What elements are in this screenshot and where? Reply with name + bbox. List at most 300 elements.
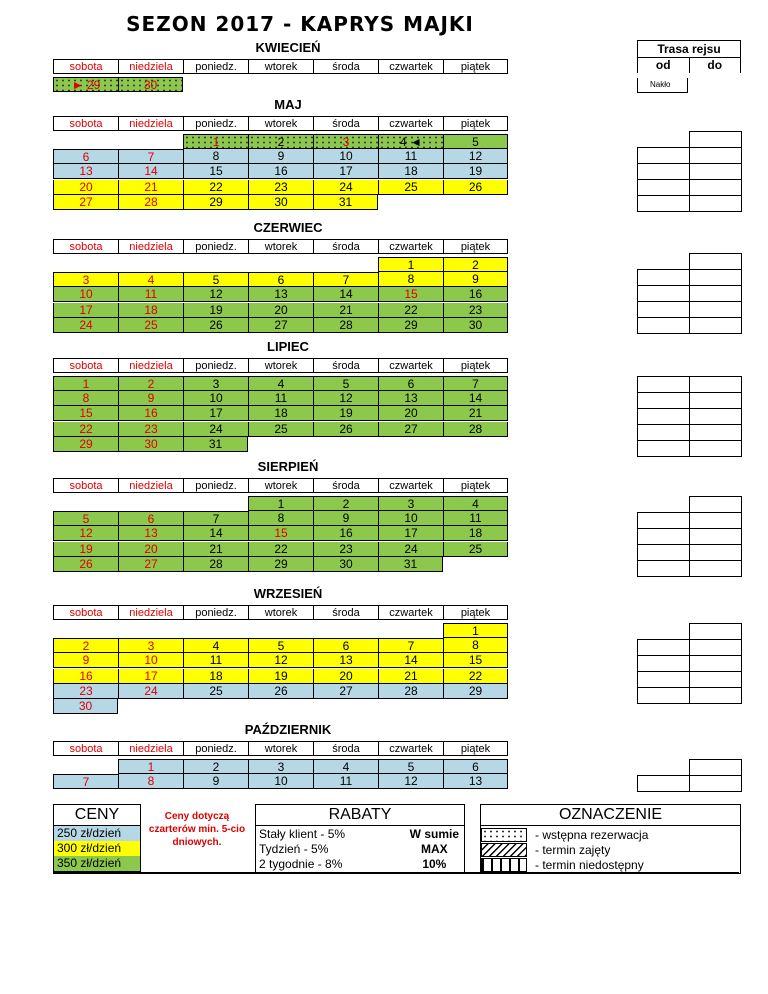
day-cell[interactable]: 30 [118, 77, 183, 92]
day-cell[interactable]: 12 [378, 774, 443, 789]
page-title: SEZON 2017 - KAPRYS MAJKI [126, 12, 474, 36]
weekday-header: wtorek [248, 59, 313, 74]
weekday-header: wtorek [248, 478, 313, 493]
day-cell[interactable]: 1 [118, 759, 183, 774]
day-cell[interactable]: 2 [118, 376, 183, 391]
day-cell[interactable]: 11 [183, 653, 248, 668]
month-title: WRZESIEŃ [253, 586, 323, 601]
route-to-cell[interactable] [690, 148, 742, 164]
route-to-cell[interactable] [690, 409, 742, 425]
route-to-cell[interactable] [690, 164, 742, 180]
empty-cell [378, 699, 443, 714]
route-to-cell[interactable] [690, 672, 742, 688]
day-cell[interactable]: 27 [53, 195, 118, 210]
route-to-cell[interactable] [690, 377, 742, 393]
day-cell[interactable]: 1 [443, 623, 508, 638]
route-from-cell[interactable] [638, 270, 690, 286]
legend-box [480, 804, 741, 874]
day-cell[interactable]: 29 [378, 318, 443, 333]
weekday-header-row [53, 605, 508, 620]
day-cell[interactable]: 9 [313, 511, 378, 526]
route-from-cell[interactable] [638, 688, 690, 704]
route-to-cell[interactable] [690, 441, 742, 457]
route-from-cell[interactable] [638, 180, 690, 196]
day-cell[interactable]: 18 [443, 526, 508, 541]
day-cell[interactable]: 28 [378, 684, 443, 699]
route-from-cell[interactable] [638, 393, 690, 409]
day-cell[interactable]: 6 [53, 149, 118, 164]
day-cell[interactable]: 29 [53, 437, 118, 452]
day-cell[interactable]: 19 [313, 406, 378, 421]
empty-cell [248, 623, 313, 638]
day-cell[interactable]: 17 [183, 406, 248, 421]
day-cell[interactable]: 21 [118, 180, 183, 195]
day-cell[interactable]: 4 [443, 496, 508, 511]
route-from-cell[interactable] [638, 656, 690, 672]
day-cell[interactable]: 22 [443, 669, 508, 684]
day-cell[interactable]: 20 [313, 669, 378, 684]
day-cell[interactable]: 3 [183, 376, 248, 391]
route-to-cell[interactable] [690, 270, 742, 286]
day-cell[interactable]: 12 [183, 287, 248, 302]
day-cell[interactable]: 30 [53, 699, 118, 714]
weekday-header-row [53, 116, 508, 131]
day-cell[interactable]: 5 [378, 759, 443, 774]
day-cell[interactable]: 21 [183, 542, 248, 557]
day-cell[interactable]: 9 [183, 774, 248, 789]
route-from-cell[interactable] [638, 425, 690, 441]
day-cell[interactable]: 18 [248, 406, 313, 421]
day-cell[interactable]: 14 [183, 526, 248, 541]
empty-cell [53, 134, 118, 149]
prices-note: Ceny dotyczą czarterów min. 5-cio dniowych. [148, 811, 246, 848]
day-cell[interactable]: 23 [118, 422, 183, 437]
route-to-cell[interactable] [690, 425, 742, 441]
legend-item [481, 827, 648, 842]
week-row [53, 699, 508, 714]
week-row [53, 774, 508, 789]
day-cell[interactable]: 3 [248, 759, 313, 774]
route-to-cell[interactable] [690, 132, 742, 148]
route-to-cell[interactable] [690, 286, 742, 302]
route-to-cell[interactable] [690, 656, 742, 672]
day-cell[interactable]: 21 [443, 406, 508, 421]
day-cell[interactable]: 4 ◄ [378, 134, 443, 149]
week-row [53, 391, 508, 406]
day-cell[interactable]: 25 [183, 684, 248, 699]
day-cell[interactable]: 21 [378, 669, 443, 684]
day-cell[interactable]: 30 [313, 557, 378, 572]
route-from-cell[interactable] [638, 513, 690, 529]
day-cell[interactable]: 16 [53, 669, 118, 684]
week-row [53, 684, 508, 699]
day-cell[interactable]: 26 [443, 180, 508, 195]
weekday-header: wtorek [248, 239, 313, 254]
day-cell[interactable]: 14 [118, 164, 183, 179]
day-cell[interactable]: 30 [248, 195, 313, 210]
week-row [53, 653, 508, 668]
day-cell[interactable]: 2 [313, 496, 378, 511]
route-to-cell[interactable] [690, 688, 742, 704]
day-cell[interactable]: 6 [378, 376, 443, 391]
day-cell[interactable]: 27 [118, 557, 183, 572]
route-from-cell[interactable] [638, 776, 690, 792]
route-from-cell[interactable] [638, 561, 690, 577]
week-row [53, 759, 508, 774]
day-cell[interactable]: ► 29 [53, 77, 118, 92]
day-cell[interactable]: 26 [53, 557, 118, 572]
route-from-cell[interactable] [638, 640, 690, 656]
weekday-header: poniedz. [183, 116, 248, 131]
prices-title: CENY [54, 805, 140, 826]
day-cell[interactable]: 10 [378, 511, 443, 526]
day-cell[interactable]: 15 [183, 164, 248, 179]
day-cell[interactable]: 12 [313, 391, 378, 406]
day-cell[interactable]: 19 [443, 164, 508, 179]
day-cell[interactable]: 28 [183, 557, 248, 572]
empty-cell [443, 699, 508, 714]
route-to-cell[interactable] [690, 545, 742, 561]
day-cell[interactable]: 11 [443, 511, 508, 526]
week-row [53, 195, 508, 210]
day-cell[interactable]: 14 [313, 287, 378, 302]
day-cell[interactable]: 13 [53, 164, 118, 179]
day-cell[interactable]: 30 [443, 318, 508, 333]
day-cell[interactable]: 13 [118, 526, 183, 541]
legend-item [481, 857, 644, 872]
route-from-cell[interactable] [638, 441, 690, 457]
day-cell[interactable]: 23 [313, 542, 378, 557]
empty-cell [183, 623, 248, 638]
route-to-cell[interactable] [690, 497, 742, 513]
day-cell[interactable]: 15 [53, 406, 118, 421]
day-cell[interactable]: 6 [118, 511, 183, 526]
day-cell[interactable]: 5 [248, 638, 313, 653]
day-cell[interactable]: 9 [443, 272, 508, 287]
day-cell[interactable]: 5 [443, 134, 508, 149]
day-cell[interactable]: 13 [443, 774, 508, 789]
route-from-cell[interactable] [638, 318, 690, 334]
day-cell[interactable]: 2 [443, 257, 508, 272]
empty-cell [53, 257, 118, 272]
day-cell[interactable]: 8 [443, 638, 508, 653]
day-cell[interactable]: 17 [53, 303, 118, 318]
day-cell[interactable]: 18 [118, 303, 183, 318]
day-cell[interactable]: 18 [378, 164, 443, 179]
month-title: CZERWIEC [253, 220, 323, 235]
day-cell[interactable]: 21 [313, 303, 378, 318]
empty-cell [118, 623, 183, 638]
weekday-header: czwartek [378, 116, 443, 131]
route-from-cell[interactable] [638, 497, 690, 513]
day-cell[interactable]: 31 [183, 437, 248, 452]
day-cell[interactable]: 22 [53, 422, 118, 437]
day-cell[interactable]: 27 [378, 422, 443, 437]
day-cell[interactable]: 28 [313, 318, 378, 333]
day-cell[interactable]: 19 [248, 669, 313, 684]
week-row [53, 77, 508, 92]
day-cell[interactable]: 14 [443, 391, 508, 406]
route-to-cell[interactable] [690, 529, 742, 545]
weekday-header: piątek [443, 478, 508, 493]
empty-cell [183, 699, 248, 714]
day-cell[interactable]: 17 [313, 164, 378, 179]
day-cell[interactable]: 7 [53, 774, 118, 789]
day-cell[interactable]: 28 [118, 195, 183, 210]
route-from-cell[interactable] [638, 164, 690, 180]
route-from-cell[interactable] [638, 672, 690, 688]
day-cell[interactable]: 8 [183, 149, 248, 164]
day-cell[interactable]: 24 [183, 422, 248, 437]
day-cell[interactable]: 1 [53, 376, 118, 391]
weekday-header: czwartek [378, 358, 443, 373]
weekday-header: sobota [53, 239, 118, 254]
route-to-cell[interactable] [690, 302, 742, 318]
week-row [53, 272, 508, 287]
day-cell[interactable]: 10 [183, 391, 248, 406]
route-to-cell[interactable] [690, 760, 742, 776]
empty-cell [378, 623, 443, 638]
day-cell[interactable]: 3 [378, 496, 443, 511]
day-cell[interactable]: 10 [313, 149, 378, 164]
day-cell[interactable]: 24 [378, 542, 443, 557]
day-cell[interactable]: 24 [53, 318, 118, 333]
day-cell[interactable]: 20 [118, 542, 183, 557]
day-cell[interactable]: 7 [118, 149, 183, 164]
day-cell[interactable]: 30 [118, 437, 183, 452]
day-cell[interactable]: 20 [53, 180, 118, 195]
day-cell[interactable]: 3 [53, 272, 118, 287]
route-to-cell[interactable] [690, 318, 742, 334]
day-cell[interactable]: 12 [443, 149, 508, 164]
route-from-cell[interactable] [638, 760, 690, 776]
route-from-cell[interactable] [638, 196, 690, 212]
day-cell[interactable]: 22 [183, 180, 248, 195]
day-cell[interactable]: 15 [248, 526, 313, 541]
route-from-cell[interactable] [638, 254, 690, 270]
weekday-header: środa [313, 741, 378, 756]
weekday-header: poniedz. [183, 239, 248, 254]
day-cell[interactable]: 8 [118, 774, 183, 789]
day-cell[interactable]: 12 [248, 653, 313, 668]
day-cell[interactable]: 23 [443, 303, 508, 318]
route-from-cell[interactable] [638, 409, 690, 425]
day-cell[interactable]: 24 [118, 684, 183, 699]
route-to-cell[interactable] [690, 180, 742, 196]
empty-cell [378, 77, 443, 92]
day-cell[interactable]: 26 [248, 684, 313, 699]
empty-cell [118, 496, 183, 511]
day-cell[interactable]: 16 [118, 406, 183, 421]
weekday-header: sobota [53, 741, 118, 756]
weekday-header: czwartek [378, 478, 443, 493]
day-cell[interactable]: 10 [118, 653, 183, 668]
route-to-cell[interactable] [690, 254, 742, 270]
week-row [53, 669, 508, 684]
day-cell[interactable]: 11 [118, 287, 183, 302]
day-cell[interactable]: 4 [118, 272, 183, 287]
day-cell[interactable]: 13 [313, 653, 378, 668]
day-cell[interactable]: 12 [53, 526, 118, 541]
day-cell[interactable]: 26 [313, 422, 378, 437]
route-to-cell[interactable] [690, 196, 742, 212]
day-cell[interactable]: 20 [248, 303, 313, 318]
weekday-header: sobota [53, 478, 118, 493]
day-cell[interactable]: 22 [248, 542, 313, 557]
day-cell[interactable]: 11 [248, 391, 313, 406]
day-cell[interactable]: 6 [313, 638, 378, 653]
grid-swatch-icon [481, 858, 527, 872]
weekday-header: sobota [53, 116, 118, 131]
empty-cell [443, 557, 508, 572]
day-cell[interactable]: 29 [183, 195, 248, 210]
day-cell[interactable]: 25 [118, 318, 183, 333]
day-cell[interactable]: 5 [313, 376, 378, 391]
day-cell[interactable]: 4 [313, 759, 378, 774]
day-cell[interactable]: 15 [378, 287, 443, 302]
day-cell[interactable]: 24 [313, 180, 378, 195]
day-cell[interactable]: 2 [183, 759, 248, 774]
route-entry-table [637, 131, 742, 212]
weekday-header: piątek [443, 116, 508, 131]
day-cell[interactable]: 16 [443, 287, 508, 302]
route-to-cell[interactable] [690, 561, 742, 577]
week-row [53, 557, 508, 572]
route-from-cell[interactable] [638, 302, 690, 318]
day-cell[interactable]: 3 [118, 638, 183, 653]
day-cell[interactable]: 6 [443, 759, 508, 774]
week-row [53, 303, 508, 318]
route-to-cell[interactable] [690, 513, 742, 529]
day-cell[interactable]: 2 [53, 638, 118, 653]
day-cell[interactable]: 14 [378, 653, 443, 668]
day-cell[interactable]: 22 [378, 303, 443, 318]
day-cell[interactable]: 2 [248, 134, 313, 149]
day-cell[interactable]: 5 [53, 511, 118, 526]
day-cell[interactable]: 25 [378, 180, 443, 195]
empty-cell [183, 496, 248, 511]
day-cell[interactable]: 25 [443, 542, 508, 557]
prices-box [53, 804, 141, 872]
week-row [53, 376, 508, 391]
route-from-cell[interactable] [638, 545, 690, 561]
week-row [53, 638, 508, 653]
route-to-cell[interactable] [690, 776, 742, 792]
day-cell[interactable]: 18 [183, 669, 248, 684]
weekday-header: wtorek [248, 116, 313, 131]
day-cell[interactable]: 7 [183, 511, 248, 526]
discount-summary-line: W sumie [409, 827, 459, 841]
day-cell[interactable]: 27 [248, 318, 313, 333]
day-cell[interactable]: 6 [248, 272, 313, 287]
day-cell[interactable]: 28 [443, 422, 508, 437]
day-cell[interactable]: 17 [118, 669, 183, 684]
route-from-cell[interactable] [638, 286, 690, 302]
route-to-cell[interactable] [690, 624, 742, 640]
day-cell[interactable]: 8 [53, 391, 118, 406]
day-cell[interactable]: 23 [53, 684, 118, 699]
day-cell[interactable]: 27 [313, 684, 378, 699]
day-cell[interactable]: 1 [248, 496, 313, 511]
weekday-header: niedziela [118, 239, 183, 254]
day-cell[interactable]: 11 [313, 774, 378, 789]
day-cell[interactable]: 26 [183, 318, 248, 333]
day-cell[interactable]: 25 [248, 422, 313, 437]
day-cell[interactable]: 11 [378, 149, 443, 164]
day-cell[interactable]: 19 [53, 542, 118, 557]
route-from-header: od [638, 58, 690, 73]
route-from-cell[interactable] [638, 148, 690, 164]
day-cell[interactable]: 7 [443, 376, 508, 391]
day-cell[interactable]: 10 [53, 287, 118, 302]
day-cell[interactable]: 4 [248, 376, 313, 391]
day-cell[interactable]: 9 [118, 391, 183, 406]
day-cell[interactable]: 20 [378, 406, 443, 421]
day-cell[interactable]: 1 [378, 257, 443, 272]
weekday-header: wtorek [248, 605, 313, 620]
day-cell[interactable]: 19 [183, 303, 248, 318]
day-cell[interactable]: 16 [248, 164, 313, 179]
legend-label: - termin niedostępny [535, 857, 644, 872]
route-from-cell[interactable] [638, 377, 690, 393]
empty-cell [378, 195, 443, 210]
day-cell[interactable]: 29 [248, 557, 313, 572]
day-cell[interactable]: 10 [248, 774, 313, 789]
empty-cell [53, 623, 118, 638]
weekday-header: piątek [443, 605, 508, 620]
empty-cell [313, 257, 378, 272]
day-cell[interactable]: 7 [378, 638, 443, 653]
route-to-cell[interactable] [690, 393, 742, 409]
day-cell[interactable]: 13 [248, 287, 313, 302]
day-cell[interactable]: 31 [378, 557, 443, 572]
day-cell[interactable]: 3 [313, 134, 378, 149]
day-cell[interactable]: 1 [183, 134, 248, 149]
discount-item: Stały klient - 5% [259, 827, 346, 841]
week-row [53, 496, 508, 511]
day-cell[interactable]: 9 [53, 653, 118, 668]
route-from-cell[interactable] [638, 624, 690, 640]
day-cell[interactable]: 8 [378, 272, 443, 287]
weekday-header: piątek [443, 59, 508, 74]
day-cell[interactable]: 5 [183, 272, 248, 287]
day-cell[interactable]: 9 [248, 149, 313, 164]
empty-cell [443, 195, 508, 210]
day-cell[interactable]: 13 [378, 391, 443, 406]
day-cell[interactable]: 7 [313, 272, 378, 287]
route-from-cell[interactable] [638, 529, 690, 545]
route-to-cell[interactable] [690, 640, 742, 656]
empty-cell [248, 699, 313, 714]
weekday-header: środa [313, 239, 378, 254]
day-cell[interactable]: 4 [183, 638, 248, 653]
empty-cell [118, 699, 183, 714]
day-cell[interactable]: 31 [313, 195, 378, 210]
day-cell[interactable]: 16 [313, 526, 378, 541]
day-cell[interactable]: 23 [248, 180, 313, 195]
day-cell[interactable]: 15 [443, 653, 508, 668]
weekday-header: czwartek [378, 741, 443, 756]
weekday-header-row [53, 741, 508, 756]
day-cell[interactable]: 8 [248, 511, 313, 526]
empty-cell [313, 623, 378, 638]
weekday-header: środa [313, 116, 378, 131]
weekday-header: niedziela [118, 741, 183, 756]
weekday-header: poniedz. [183, 59, 248, 74]
day-cell[interactable]: 17 [378, 526, 443, 541]
day-cell[interactable]: 29 [443, 684, 508, 699]
route-from-cell[interactable] [638, 132, 690, 148]
